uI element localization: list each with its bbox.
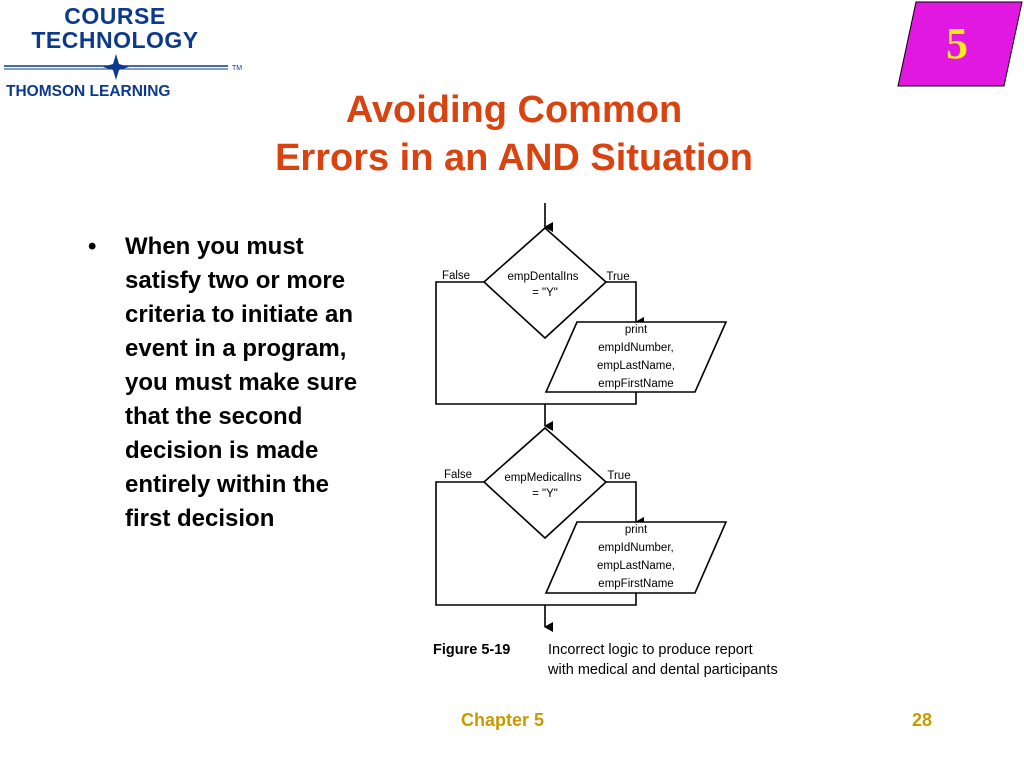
chapter-badge-number: 5 bbox=[946, 19, 968, 68]
title-line-2: Errors in an AND Situation bbox=[275, 137, 753, 179]
footer-chapter: Chapter 5 bbox=[461, 710, 545, 730]
bullet-list bbox=[88, 230, 358, 536]
title-line-1: Avoiding Common bbox=[345, 89, 683, 131]
decision-1-false-label: False bbox=[441, 270, 471, 282]
logo-line-thomson: THOMSON LEARNING bbox=[6, 83, 171, 100]
flowchart-figure bbox=[420, 200, 860, 690]
slide-title bbox=[200, 86, 828, 182]
output-1-line-1: print bbox=[624, 324, 648, 336]
output-1-line-2: empIdNumber, bbox=[598, 342, 674, 354]
logo-trademark: TM bbox=[232, 65, 243, 72]
decision-2-text-2: = "Y" bbox=[532, 488, 558, 500]
logo-star-line-icon bbox=[0, 52, 260, 82]
bullet-mark: • bbox=[88, 233, 97, 260]
output-1-line-4: empFirstName bbox=[598, 378, 674, 390]
decision-1-text-2: = "Y" bbox=[532, 287, 558, 299]
output-2-line-4: empFirstName bbox=[598, 578, 674, 590]
logo-line-course: COURSE bbox=[64, 3, 166, 29]
output-1-exit-line bbox=[545, 392, 636, 404]
output-2-line-1: print bbox=[624, 524, 648, 536]
figure-caption-line-1: Incorrect logic to produce report bbox=[548, 642, 753, 658]
decision-1-text-1: empDentalIns bbox=[507, 271, 579, 283]
logo-line-technology: TECHNOLOGY bbox=[31, 27, 199, 53]
decision-2-text-1: empMedicalIns bbox=[504, 472, 582, 484]
bullet-item bbox=[88, 230, 358, 536]
bullet-text: When you must satisfy two or more criteria to initiate an event in a program, you must make sure that the second decision is made entirely within the first decision bbox=[125, 233, 358, 532]
figure-caption-label: Figure 5-19 bbox=[433, 642, 511, 658]
output-2-line-3: empLastName, bbox=[597, 560, 675, 572]
decision-1-true-line bbox=[606, 282, 636, 322]
footer-page-number: 28 bbox=[912, 710, 933, 730]
output-2-line-2: empIdNumber, bbox=[598, 542, 674, 554]
decision-2-false-label: False bbox=[443, 469, 473, 481]
decision-2-true-line bbox=[606, 482, 636, 522]
decision-1-true-label: True bbox=[606, 271, 630, 283]
output-1-line-3: empLastName, bbox=[597, 360, 675, 372]
output-2-exit-line bbox=[545, 593, 636, 605]
figure-caption-line-2: with medical and dental participants bbox=[548, 662, 778, 678]
decision-2-true-label: True bbox=[607, 470, 631, 482]
